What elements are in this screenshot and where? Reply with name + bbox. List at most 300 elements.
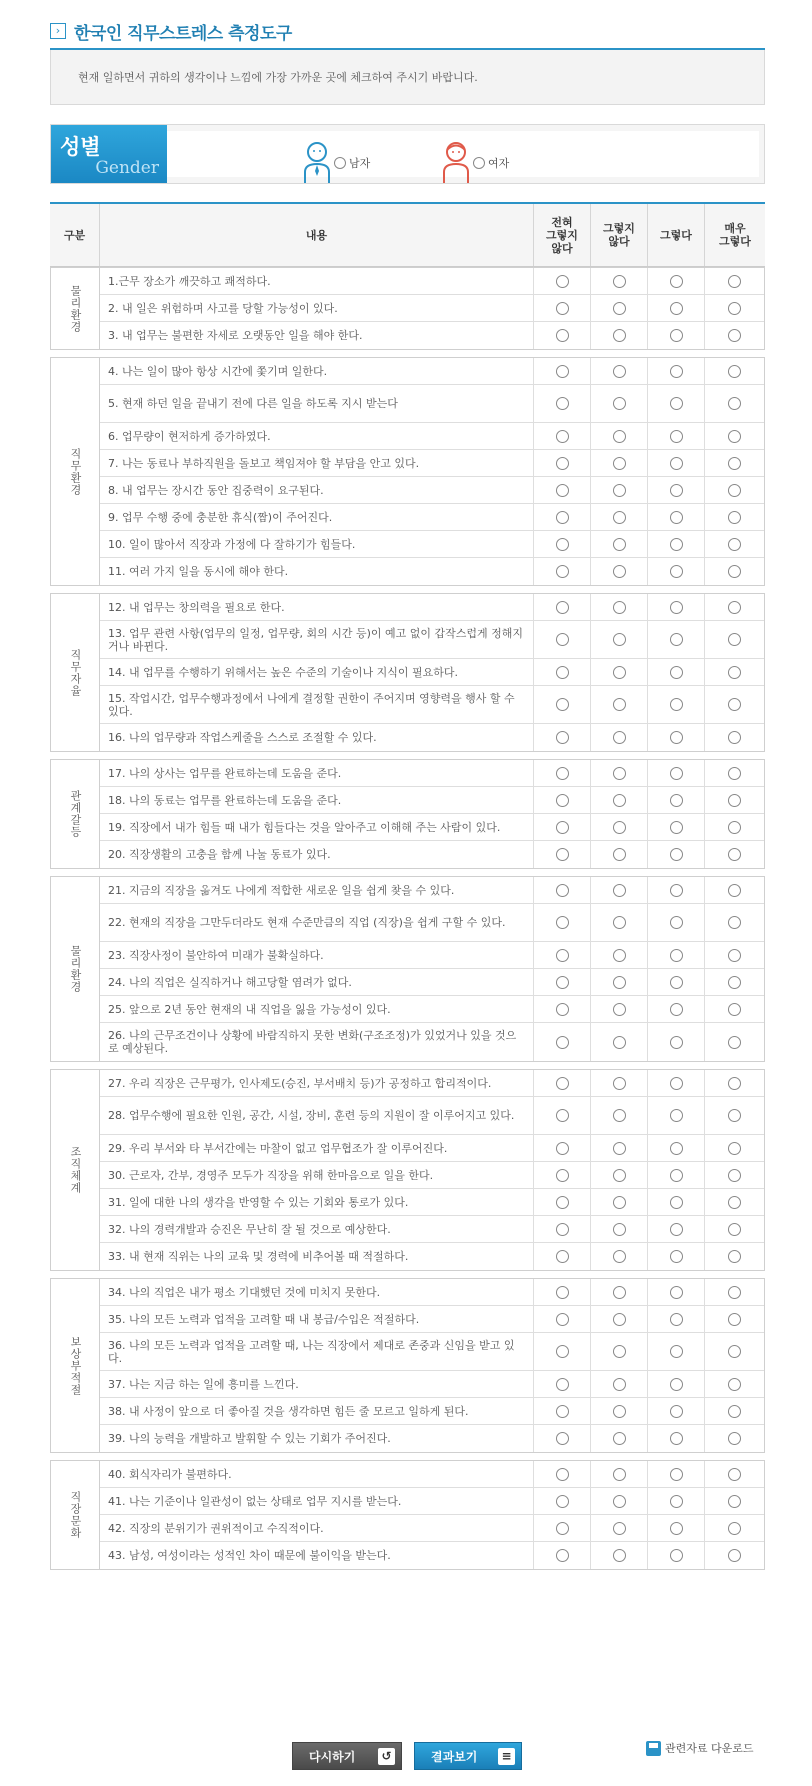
- gender-female-option[interactable]: [441, 142, 509, 184]
- answer-radio-4[interactable]: [728, 1405, 741, 1418]
- answer-radio-1[interactable]: [556, 1345, 569, 1358]
- answer-radio-1[interactable]: [556, 329, 569, 342]
- answer-radio-2[interactable]: [613, 1036, 626, 1049]
- header-category: 구분: [50, 204, 100, 266]
- answer-radio-3[interactable]: [670, 949, 683, 962]
- answer-cell: [705, 1306, 764, 1332]
- answer-radio-3[interactable]: [670, 1522, 683, 1535]
- answer-radio-1[interactable]: [556, 633, 569, 646]
- answer-radio-2[interactable]: [613, 565, 626, 578]
- answer-cell: [591, 1306, 648, 1332]
- answer-radio-4[interactable]: [728, 698, 741, 711]
- answer-cell: [591, 760, 648, 786]
- answer-cell: [591, 1425, 648, 1452]
- answer-radio-2[interactable]: [613, 1109, 626, 1122]
- answer-cell: [591, 358, 648, 384]
- answer-radio-1[interactable]: [556, 1286, 569, 1299]
- question-row: [100, 969, 764, 996]
- answer-radio-1[interactable]: [556, 731, 569, 744]
- question-text: 2. 내 일은 위험하며 사고를 당할 가능성이 있다.: [100, 295, 534, 321]
- answer-radio-4[interactable]: [728, 365, 741, 378]
- answer-cell: [534, 450, 591, 476]
- answer-radio-2[interactable]: [613, 1142, 626, 1155]
- answer-radio-2[interactable]: [613, 1077, 626, 1090]
- answer-radio-2[interactable]: [613, 794, 626, 807]
- answer-cell: [591, 1461, 648, 1487]
- question-text: 13. 업무 관련 사항(업무의 일정, 업무량, 회의 시간 등)이 예고 없이 갑작스럽게 정해지거나 바뀐다.: [100, 621, 534, 658]
- answer-cell: [534, 1070, 591, 1096]
- answer-radio-1[interactable]: [556, 1223, 569, 1236]
- answer-cell: [705, 621, 764, 658]
- answer-radio-4[interactable]: [728, 884, 741, 897]
- answer-radio-4[interactable]: [728, 767, 741, 780]
- answer-radio-2[interactable]: [613, 976, 626, 989]
- table-body: [50, 267, 765, 1570]
- reset-button[interactable]: [292, 1742, 402, 1770]
- answer-radio-1[interactable]: [556, 1495, 569, 1508]
- answer-radio-1[interactable]: [556, 565, 569, 578]
- answer-radio-2[interactable]: [613, 1549, 626, 1562]
- answer-radio-4[interactable]: [728, 1313, 741, 1326]
- answer-cell: [648, 1279, 705, 1305]
- answer-cell: [648, 1135, 705, 1161]
- answer-radio-1[interactable]: [556, 1432, 569, 1445]
- question-row: [100, 1279, 764, 1306]
- answer-radio-4[interactable]: [728, 302, 741, 315]
- answer-radio-4[interactable]: [728, 511, 741, 524]
- answer-radio-4[interactable]: [728, 1223, 741, 1236]
- group-category-label: 직무환경: [69, 447, 82, 496]
- answer-radio-1[interactable]: [556, 275, 569, 288]
- answer-radio-4[interactable]: [728, 1169, 741, 1182]
- answer-radio-3[interactable]: [670, 767, 683, 780]
- answer-radio-2[interactable]: [613, 1196, 626, 1209]
- answer-radio-2[interactable]: [613, 275, 626, 288]
- answer-radio-2[interactable]: [613, 1223, 626, 1236]
- group-category-label: 직장문화: [69, 1491, 82, 1539]
- page-title-bar: [50, 14, 765, 50]
- answer-radio-2[interactable]: [613, 1468, 626, 1481]
- answer-cell: [534, 621, 591, 658]
- answer-cell: [534, 531, 591, 557]
- answer-radio-1[interactable]: [556, 794, 569, 807]
- answer-radio-3[interactable]: [670, 565, 683, 578]
- answer-radio-4[interactable]: [728, 565, 741, 578]
- answer-radio-4[interactable]: [728, 538, 741, 551]
- answer-radio-2[interactable]: [613, 1286, 626, 1299]
- answer-cell: [591, 1542, 648, 1569]
- answer-radio-2[interactable]: [613, 1003, 626, 1016]
- answer-radio-1[interactable]: [556, 1549, 569, 1562]
- answer-cell: [591, 385, 648, 422]
- answer-cell: [591, 814, 648, 840]
- answer-cell: [705, 659, 764, 685]
- answer-radio-3[interactable]: [670, 1003, 683, 1016]
- answer-radio-4[interactable]: [728, 821, 741, 834]
- question-text: 17. 나의 상사는 업무를 완료하는데 도움을 준다.: [100, 760, 534, 786]
- answer-cell: [705, 268, 764, 294]
- answer-radio-2[interactable]: [613, 848, 626, 861]
- answer-cell: [705, 760, 764, 786]
- answer-radio-2[interactable]: [613, 767, 626, 780]
- download-label: 관련자료 다운로드: [665, 1742, 754, 1755]
- answer-radio-2[interactable]: [613, 1495, 626, 1508]
- answer-cell: [591, 504, 648, 530]
- question-row: [100, 1097, 764, 1135]
- answer-radio-3[interactable]: [670, 1468, 683, 1481]
- question-group: [50, 1069, 765, 1271]
- answer-radio-2[interactable]: [613, 949, 626, 962]
- question-text: 9. 업무 수행 중에 충분한 휴식(짬)이 주어진다.: [100, 504, 534, 530]
- answer-radio-4[interactable]: [728, 1549, 741, 1562]
- answer-cell: [591, 621, 648, 658]
- group-category-label: 조직체계: [69, 1146, 82, 1194]
- answer-radio-2[interactable]: [613, 884, 626, 897]
- group-category: [51, 760, 100, 868]
- answer-radio-3[interactable]: [670, 430, 683, 443]
- question-text: 28. 업무수행에 필요한 인원, 공간, 시설, 장비, 훈련 등의 지원이 잘 이루어지고 있다.: [100, 1097, 534, 1134]
- answer-radio-4[interactable]: [728, 1286, 741, 1299]
- answer-radio-2[interactable]: [613, 698, 626, 711]
- question-row: [100, 996, 764, 1023]
- answer-radio-3[interactable]: [670, 457, 683, 470]
- answer-radio-1[interactable]: [556, 1313, 569, 1326]
- answer-cell: [705, 904, 764, 941]
- answer-radio-4[interactable]: [728, 848, 741, 861]
- answer-cell: [591, 996, 648, 1022]
- answer-cell: [648, 1542, 705, 1569]
- answer-radio-2[interactable]: [613, 821, 626, 834]
- question-group: [50, 876, 765, 1062]
- answer-radio-2[interactable]: [613, 1522, 626, 1535]
- header-content: 내용: [100, 204, 534, 266]
- answer-radio-1[interactable]: [556, 511, 569, 524]
- answer-radio-2[interactable]: [613, 1405, 626, 1418]
- answer-radio-4[interactable]: [728, 430, 741, 443]
- answer-radio-3[interactable]: [670, 1036, 683, 1049]
- answer-radio-3[interactable]: [670, 1549, 683, 1562]
- answer-radio-1[interactable]: [556, 1003, 569, 1016]
- answer-cell: [705, 1243, 764, 1270]
- answer-radio-1[interactable]: [556, 365, 569, 378]
- answer-radio-1[interactable]: [556, 1142, 569, 1155]
- question-row: [100, 1461, 764, 1488]
- answer-cell: [534, 477, 591, 503]
- answer-cell: [705, 996, 764, 1022]
- question-row: [100, 1425, 764, 1452]
- answer-cell: [534, 295, 591, 321]
- answer-radio-4[interactable]: [728, 1077, 741, 1090]
- answer-radio-1[interactable]: [556, 949, 569, 962]
- answer-cell: [705, 1189, 764, 1215]
- answer-radio-1[interactable]: [556, 1522, 569, 1535]
- answer-cell: [534, 659, 591, 685]
- answer-radio-2[interactable]: [613, 484, 626, 497]
- answer-cell: [648, 904, 705, 941]
- answer-radio-3[interactable]: [670, 484, 683, 497]
- male-person-icon: [302, 140, 332, 184]
- answer-radio-3[interactable]: [670, 397, 683, 410]
- answer-radio-4[interactable]: [728, 1495, 741, 1508]
- answer-radio-3[interactable]: [670, 1313, 683, 1326]
- answer-radio-4[interactable]: [728, 484, 741, 497]
- answer-radio-3[interactable]: [670, 976, 683, 989]
- answer-radio-4[interactable]: [728, 1468, 741, 1481]
- answer-radio-2[interactable]: [613, 1169, 626, 1182]
- answer-radio-1[interactable]: [556, 1036, 569, 1049]
- answer-radio-3[interactable]: [670, 731, 683, 744]
- answer-radio-1[interactable]: [556, 1250, 569, 1263]
- answer-radio-3[interactable]: [670, 1142, 683, 1155]
- question-row: [100, 504, 764, 531]
- answer-cell: [648, 358, 705, 384]
- answer-radio-3[interactable]: [670, 1405, 683, 1418]
- answer-radio-1[interactable]: [556, 601, 569, 614]
- answer-radio-4[interactable]: [728, 949, 741, 962]
- answer-radio-3[interactable]: [670, 1286, 683, 1299]
- answer-cell: [591, 1216, 648, 1242]
- question-text: 19. 직장에서 내가 힘들 때 내가 힘들다는 것을 알아주고 이해해 주는 사람이 있다.: [100, 814, 534, 840]
- question-row: [100, 1542, 764, 1569]
- result-button[interactable]: [414, 1742, 522, 1770]
- answer-radio-1[interactable]: [556, 484, 569, 497]
- answer-radio-4[interactable]: [728, 1142, 741, 1155]
- answer-radio-1[interactable]: [556, 666, 569, 679]
- list-icon: ≡: [498, 1748, 515, 1765]
- answer-radio-4[interactable]: [728, 1036, 741, 1049]
- header-opt1: 전혀 그렇지 않다: [534, 204, 591, 266]
- question-text: 3. 내 업무는 불편한 자세로 오랫동안 일을 해야 한다.: [100, 322, 534, 349]
- refresh-icon: ↺: [378, 1748, 395, 1765]
- answer-radio-2[interactable]: [613, 457, 626, 470]
- answer-cell: [534, 1461, 591, 1487]
- answer-cell: [648, 942, 705, 968]
- answer-radio-3[interactable]: [670, 884, 683, 897]
- question-group: [50, 357, 765, 586]
- answer-radio-3[interactable]: [670, 1223, 683, 1236]
- answer-cell: [591, 295, 648, 321]
- answer-radio-2[interactable]: [613, 666, 626, 679]
- answer-radio-2[interactable]: [613, 1432, 626, 1445]
- gender-male-label: 남자: [349, 157, 371, 170]
- answer-cell: [534, 358, 591, 384]
- header-opt4: 매우 그렇다: [719, 222, 751, 248]
- question-text: 11. 여러 가지 일을 동시에 해야 한다.: [100, 558, 534, 585]
- answer-radio-4[interactable]: [728, 1109, 741, 1122]
- answer-radio-4[interactable]: [728, 457, 741, 470]
- question-text: 39. 나의 능력을 개발하고 발휘할 수 있는 기회가 주어진다.: [100, 1425, 534, 1452]
- answer-radio-1[interactable]: [556, 457, 569, 470]
- answer-radio-4[interactable]: [728, 794, 741, 807]
- answer-radio-1[interactable]: [556, 1109, 569, 1122]
- answer-radio-4[interactable]: [728, 1003, 741, 1016]
- answer-radio-3[interactable]: [670, 538, 683, 551]
- answer-cell: [534, 969, 591, 995]
- answer-radio-2[interactable]: [613, 302, 626, 315]
- answer-cell: [648, 969, 705, 995]
- answer-cell: [648, 1515, 705, 1541]
- answer-radio-3[interactable]: [670, 365, 683, 378]
- answer-radio-3[interactable]: [670, 1345, 683, 1358]
- answer-cell: [648, 1070, 705, 1096]
- answer-radio-4[interactable]: [728, 916, 741, 929]
- answer-cell: [534, 1279, 591, 1305]
- answer-cell: [591, 1135, 648, 1161]
- answer-radio-2[interactable]: [613, 397, 626, 410]
- answer-cell: [648, 1216, 705, 1242]
- answer-radio-4[interactable]: [728, 1345, 741, 1358]
- answer-radio-3[interactable]: [670, 848, 683, 861]
- answer-cell: [591, 450, 648, 476]
- answer-radio-4[interactable]: [728, 1522, 741, 1535]
- table-header: [50, 202, 765, 267]
- answer-radio-1[interactable]: [556, 916, 569, 929]
- answer-radio-1[interactable]: [556, 976, 569, 989]
- question-text: 41. 나는 기준이나 일관성이 없는 상태로 업무 지시를 받는다.: [100, 1488, 534, 1514]
- group-category-label: 물리환경: [69, 284, 82, 333]
- answer-radio-4[interactable]: [728, 1432, 741, 1445]
- answer-radio-2[interactable]: [613, 430, 626, 443]
- question-row: [100, 1398, 764, 1425]
- gender-female-radio[interactable]: [473, 157, 485, 169]
- answer-cell: [534, 942, 591, 968]
- answer-cell: [705, 1333, 764, 1370]
- answer-radio-2[interactable]: [613, 329, 626, 342]
- answer-radio-4[interactable]: [728, 601, 741, 614]
- answer-radio-2[interactable]: [613, 916, 626, 929]
- answer-radio-1[interactable]: [556, 430, 569, 443]
- answer-radio-4[interactable]: [728, 976, 741, 989]
- answer-radio-1[interactable]: [556, 698, 569, 711]
- answer-radio-2[interactable]: [613, 511, 626, 524]
- answer-cell: [705, 1097, 764, 1134]
- answer-radio-3[interactable]: [670, 601, 683, 614]
- answer-radio-3[interactable]: [670, 1109, 683, 1122]
- answer-radio-3[interactable]: [670, 302, 683, 315]
- answer-radio-3[interactable]: [670, 1250, 683, 1263]
- answer-radio-3[interactable]: [670, 329, 683, 342]
- answer-radio-2[interactable]: [613, 538, 626, 551]
- answer-radio-4[interactable]: [728, 731, 741, 744]
- answer-cell: [705, 531, 764, 557]
- answer-radio-4[interactable]: [728, 275, 741, 288]
- answer-cell: [705, 504, 764, 530]
- answer-radio-3[interactable]: [670, 1169, 683, 1182]
- answer-radio-3[interactable]: [670, 1196, 683, 1209]
- answer-cell: [648, 1398, 705, 1424]
- answer-radio-4[interactable]: [728, 397, 741, 410]
- answer-radio-1[interactable]: [556, 1468, 569, 1481]
- answer-cell: [648, 594, 705, 620]
- answer-radio-2[interactable]: [613, 365, 626, 378]
- answer-cell: [534, 760, 591, 786]
- answer-radio-1[interactable]: [556, 848, 569, 861]
- answer-radio-3[interactable]: [670, 633, 683, 646]
- question-row: [100, 531, 764, 558]
- answer-radio-2[interactable]: [613, 731, 626, 744]
- answer-radio-2[interactable]: [613, 633, 626, 646]
- answer-cell: [705, 787, 764, 813]
- answer-radio-3[interactable]: [670, 1495, 683, 1508]
- answer-cell: [534, 322, 591, 349]
- answer-radio-2[interactable]: [613, 1313, 626, 1326]
- answer-radio-1[interactable]: [556, 884, 569, 897]
- question-text: 27. 우리 직장은 근무평가, 인사제도(승진, 부서배치 등)가 공정하고 합리적이다.: [100, 1070, 534, 1096]
- answer-radio-1[interactable]: [556, 397, 569, 410]
- answer-radio-1[interactable]: [556, 821, 569, 834]
- answer-radio-4[interactable]: [728, 329, 741, 342]
- download-link[interactable]: [646, 1740, 754, 1756]
- answer-radio-1[interactable]: [556, 1169, 569, 1182]
- answer-radio-4[interactable]: [728, 1196, 741, 1209]
- question-text: 32. 나의 경력개발과 승진은 무난히 잘 될 것으로 예상한다.: [100, 1216, 534, 1242]
- answer-radio-3[interactable]: [670, 916, 683, 929]
- answer-radio-1[interactable]: [556, 1378, 569, 1391]
- gender-female-label: 여자: [488, 157, 510, 170]
- save-icon: [646, 1741, 661, 1756]
- answer-radio-1[interactable]: [556, 1077, 569, 1090]
- answer-radio-3[interactable]: [670, 1378, 683, 1391]
- answer-radio-3[interactable]: [670, 511, 683, 524]
- answer-cell: [591, 1515, 648, 1541]
- answer-radio-4[interactable]: [728, 666, 741, 679]
- answer-radio-1[interactable]: [556, 538, 569, 551]
- question-group: [50, 593, 765, 752]
- answer-cell: [591, 686, 648, 723]
- answer-cell: [705, 841, 764, 868]
- instruction-text: 현재 일하면서 귀하의 생각이나 느낌에 가장 가까운 곳에 체크하여 주시기 바랍니다.: [78, 71, 478, 84]
- answer-radio-2[interactable]: [613, 1250, 626, 1263]
- answer-radio-4[interactable]: [728, 1250, 741, 1263]
- answer-radio-1[interactable]: [556, 1196, 569, 1209]
- answer-radio-4[interactable]: [728, 633, 741, 646]
- answer-radio-3[interactable]: [670, 821, 683, 834]
- answer-radio-3[interactable]: [670, 275, 683, 288]
- answer-radio-1[interactable]: [556, 767, 569, 780]
- group-category: [51, 594, 100, 751]
- answer-cell: [648, 385, 705, 422]
- question-row: [100, 841, 764, 868]
- answer-radio-2[interactable]: [613, 1378, 626, 1391]
- gender-male-option[interactable]: [302, 142, 370, 184]
- answer-radio-4[interactable]: [728, 1378, 741, 1391]
- answer-radio-1[interactable]: [556, 302, 569, 315]
- answer-cell: [591, 969, 648, 995]
- question-text: 26. 나의 근무조건이나 상황에 바람직하지 못한 변화(구조조정)가 있었거나 있을 것으로 예상된다.: [100, 1023, 534, 1061]
- answer-radio-1[interactable]: [556, 1405, 569, 1418]
- answer-radio-3[interactable]: [670, 1432, 683, 1445]
- gender-male-radio[interactable]: [334, 157, 346, 169]
- question-group: [50, 1460, 765, 1570]
- answer-cell: [705, 724, 764, 751]
- reset-button-label: 다시하기: [309, 1749, 356, 1764]
- answer-radio-2[interactable]: [613, 601, 626, 614]
- answer-radio-3[interactable]: [670, 698, 683, 711]
- answer-cell: [648, 787, 705, 813]
- answer-radio-3[interactable]: [670, 1077, 683, 1090]
- answer-cell: [591, 1279, 648, 1305]
- question-text: 38. 내 사정이 앞으로 더 좋아질 것을 생각하면 힘든 줄 모르고 일하게 된다.: [100, 1398, 534, 1424]
- answer-radio-3[interactable]: [670, 666, 683, 679]
- answer-cell: [591, 1023, 648, 1061]
- answer-cell: [534, 996, 591, 1022]
- answer-radio-2[interactable]: [613, 1345, 626, 1358]
- header-opt3: 그렇다: [648, 204, 705, 266]
- answer-cell: [534, 504, 591, 530]
- answer-cell: [648, 504, 705, 530]
- answer-radio-3[interactable]: [670, 794, 683, 807]
- answer-cell: [534, 1243, 591, 1270]
